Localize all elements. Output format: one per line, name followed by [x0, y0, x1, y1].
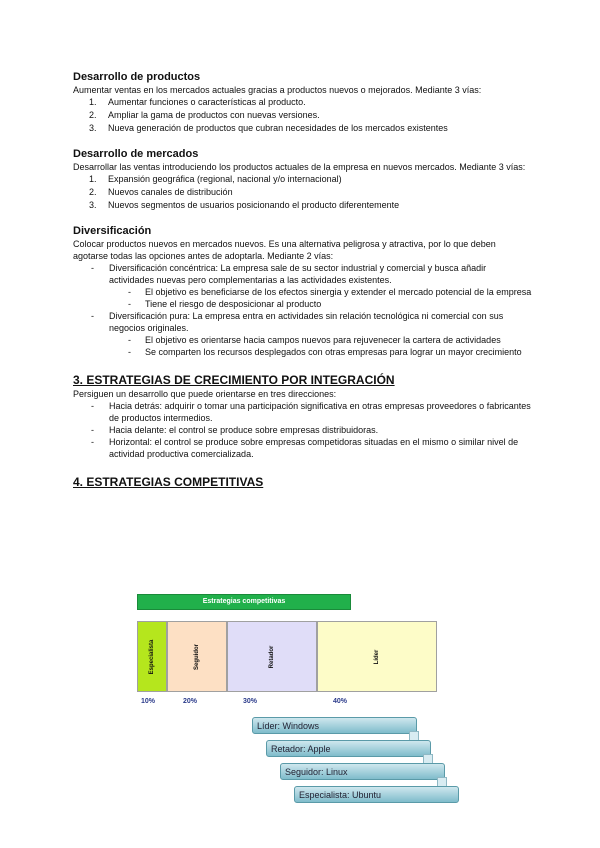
- list-item: 1. Expansión geográfica (regional, nacional y/o internacional): [89, 174, 342, 184]
- list-item: 2. Nuevos canales de distribución: [89, 187, 233, 197]
- heading-integracion: 3. ESTRATEGIAS DE CRECIMIENTO POR INTEGRACIÓN: [73, 373, 395, 387]
- paragraph: Desarrollar las ventas introduciendo los productos actuales de la empresa en nuevos mercados. Mediante 3 vías:: [73, 162, 526, 172]
- percent-label: 10%: [141, 698, 156, 705]
- heading-desarrollo-productos: Desarrollo de productos: [73, 71, 201, 83]
- chart-band-especialista: [137, 621, 167, 692]
- band-label: Especialista: [149, 639, 155, 674]
- list-item: 3. Nuevos segmentos de usuarios posicionando el producto diferentemente: [89, 200, 400, 210]
- percent-label: 40%: [333, 698, 348, 705]
- competitive-strategies-chart: [137, 594, 437, 706]
- band-label: Seguidor: [194, 643, 200, 670]
- step-box: Especialista: Ubuntu: [294, 786, 459, 803]
- document-body: [73, 70, 533, 490]
- list-item: - Diversificación pura: La empresa entra en actividades sin relación tecnológica ni comercial con sus negocios originales.: [91, 311, 504, 333]
- paragraph: Colocar productos nuevos en mercados nuevos. Es una alternativa peligrosa y atractiva, por lo que deben agotarse todas las opciones antes de adoptarla. Mediante 2 vías:: [73, 239, 496, 261]
- list-item: 3. Nueva generación de productos que cubran necesidades de los mercados existentes: [89, 123, 448, 133]
- numbered-list: [73, 173, 533, 212]
- heading-competitivas: 4. ESTRATEGIAS COMPETITIVAS: [73, 475, 264, 489]
- step-box: Seguidor: Linux: [280, 763, 445, 780]
- band-label: Retador: [269, 645, 275, 668]
- list-item: - Hacia delante: el control se produce sobre empresas distribuidoras.: [91, 425, 379, 435]
- band-label: Líder: [374, 649, 380, 664]
- step-box: Retador: Apple: [266, 740, 431, 757]
- paragraph: Persiguen un desarrollo que puede orientarse en tres direcciones:: [73, 389, 337, 399]
- chart-band-seguidor: [167, 621, 227, 692]
- list-item: - Hacia detrás: adquirir o tomar una participación significativa en otras empresas proveedores o fabricantes de productos intermedios.: [91, 401, 531, 423]
- heading-diversificacion: Diversificación: [73, 225, 152, 237]
- percent-label: 30%: [243, 698, 258, 705]
- list-item: - Tiene el riesgo de desposicionar al producto: [128, 299, 322, 309]
- percent-label: 20%: [183, 698, 198, 705]
- list-item: - Diversificación concéntrica: La empresa sale de su sector industrial y comercial y busca añadir actividades nuevas pero complementarias a las actividades existentes.: [91, 263, 487, 285]
- list-item: - Horizontal: el control se produce sobre empresas competidoras situadas en el mismo o similar nivel de actividad productiva comercializada.: [91, 437, 519, 459]
- list-item: 2. Ampliar la gama de productos con nuevas versiones.: [89, 110, 320, 120]
- list-item: - El objetivo es beneficiarse de los efectos sinergia y extender el mercado potencial de la empresa: [128, 287, 532, 297]
- list-item: - Se comparten los recursos desplegados con otras empresas para lograr un mayor crecimiento: [128, 347, 522, 357]
- chart-band-líder: [317, 621, 437, 692]
- step-box: Líder: Windows: [252, 717, 417, 734]
- numbered-list: [73, 96, 533, 135]
- paragraph: Aumentar ventas en los mercados actuales gracias a productos nuevos o mejorados. Mediante 3 vías:: [73, 85, 482, 95]
- chart-title: Estrategias competitivas: [137, 594, 351, 610]
- heading-desarrollo-mercados: Desarrollo de mercados: [73, 148, 199, 160]
- list-item: - El objetivo es orientarse hacia campos nuevos para rejuvenecer la cartera de actividades: [128, 335, 501, 345]
- list-item: 1. Aumentar funciones o características al producto.: [89, 97, 306, 107]
- chart-band-retador: [227, 621, 317, 692]
